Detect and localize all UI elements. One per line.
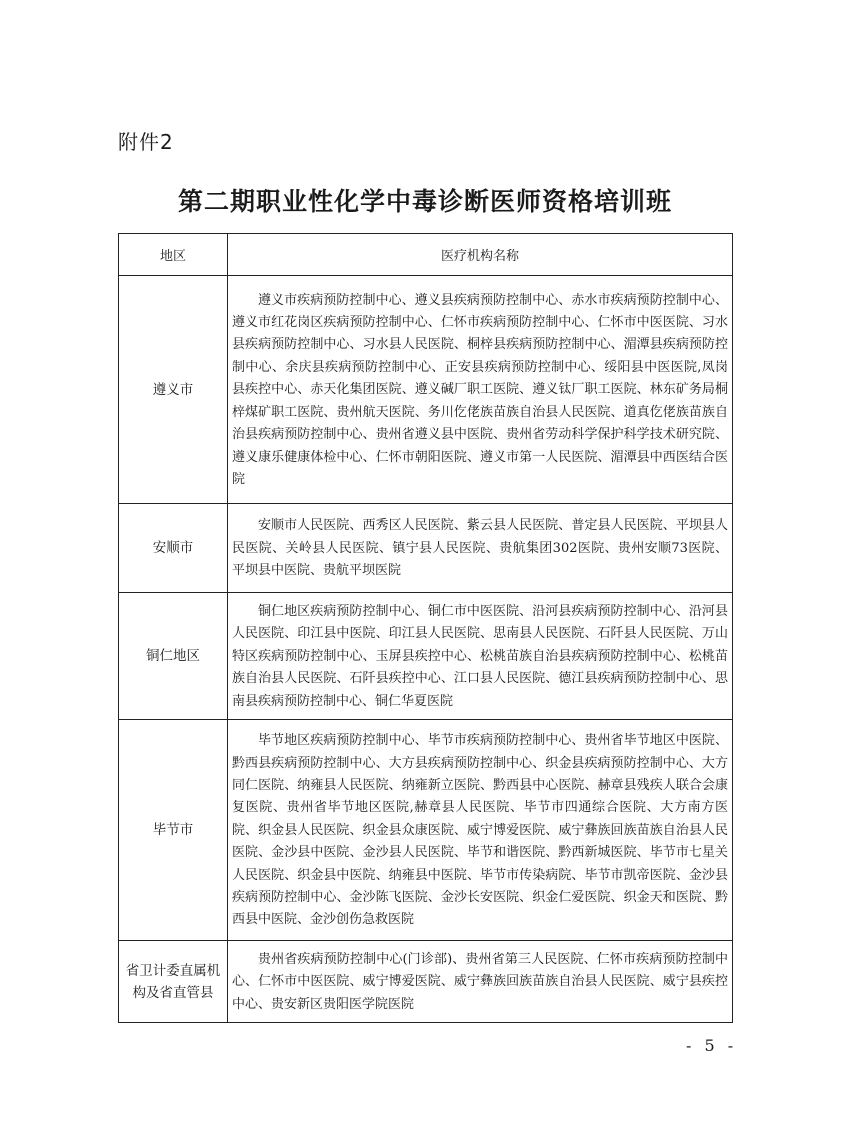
page-number: - 5 - <box>686 1036 738 1055</box>
table-header-row <box>119 234 733 276</box>
region-cell: 安顺市 <box>119 504 228 593</box>
attachment-label: 附件2 <box>118 130 174 154</box>
table-row <box>119 720 733 941</box>
table-row <box>119 504 733 593</box>
table-row <box>119 276 733 504</box>
document-title: 第二期职业性化学中毒诊断医师资格培训班 <box>177 187 672 216</box>
institution-table <box>118 233 733 1023</box>
institutions-cell: 铜仁地区疾病预防控制中心、铜仁市中医医院、沿河县疾病预防控制中心、沿河县人民医院、印江县中医院、印江县人民医院、思南县人民医院、石阡县人民医院、万山特区疾病预防控制中心、玉屏县疾控中心、松桃苗族自治县疾病预防控制中心、松桃苗族自治县人民医院、石阡县疾控中心、江口县人民医院、德江县疾病预防控制中心、思南县疾病预防控制中心、铜仁华夏医院 <box>228 593 733 720</box>
header-institution-name: 医疗机构名称 <box>228 234 733 276</box>
table-row <box>119 941 733 1023</box>
institutions-cell: 贵州省疾病预防控制中心(门诊部)、贵州省第三人民医院、仁怀市疾病预防控制中心、仁怀市中医医院、威宁博爱医院、威宁彝族回族苗族自治县人民医院、威宁县疾控中心、贵安新区贵阳医学院医院 <box>228 941 733 1023</box>
institutions-cell: 安顺市人民医院、西秀区人民医院、紫云县人民医院、普定县人民医院、平坝县人民医院、关岭县人民医院、镇宁县人民医院、贵航集团302医院、贵州安顺73医院、平坝县中医院、贵航平坝医院 <box>228 504 733 593</box>
region-cell: 毕节市 <box>119 720 228 941</box>
region-cell: 铜仁地区 <box>119 593 228 720</box>
table-row <box>119 593 733 720</box>
header-region: 地区 <box>119 234 228 276</box>
institutions-cell: 遵义市疾病预防控制中心、遵义县疾病预防控制中心、赤水市疾病预防控制中心、遵义市红花岗区疾病预防控制中心、仁怀市疾病预防控制中心、仁怀市中医医院、习水县疾病预防控制中心、习水县人民医院、桐梓县疾病预防控制中心、湄潭县疾病预防控制中心、余庆县疾病预防控制中心、正安县疾病预防控制中心、绥阳县中医医院,凤岗县疾控中心、赤天化集团医院、遵义碱厂职工医院、遵义钛厂职工医院、林东矿务局桐梓煤矿职工医院、贵州航天医院、务川仡佬族苗族自治县人民医院、道真仡佬族苗族自治县疾病预防控制中心、贵州省遵义县中医院、贵州省劳动科学保护科学技术研究院、遵义康乐健康体检中心、仁怀市朝阳医院、遵义市第一人民医院、湄潭县中西医结合医院 <box>228 276 733 504</box>
region-cell: 遵义市 <box>119 276 228 504</box>
institutions-cell: 毕节地区疾病预防控制中心、毕节市疾病预防控制中心、贵州省毕节地区中医院、黔西县疾病预防控制中心、大方县疾病预防控制中心、织金县疾病预防控制中心、大方同仁医院、纳雍县人民医院、纳雍新立医院、黔西县中心医院、赫章县残疾人联合会康复医院、贵州省毕节地区医院,赫章县人民医院、毕节市四通综合医院、大方南方医院、织金县人民医院、织金县众康医院、威宁博爱医院、威宁彝族回族苗族自治县人民医院、金沙县中医院、金沙县人民医院、毕节和谐医院、黔西新城医院、毕节市七星关人民医院、织金县中医院、纳雍县中医院、毕节市传染病院、毕节市凯帝医院、金沙县疾病预防控制中心、金沙陈飞医院、金沙长安医院、织金仁爱医院、织金天和医院、黔西县中医院、金沙创伤急救医院 <box>228 720 733 941</box>
region-cell: 省卫计委直属机构及省直管县 <box>119 941 228 1023</box>
